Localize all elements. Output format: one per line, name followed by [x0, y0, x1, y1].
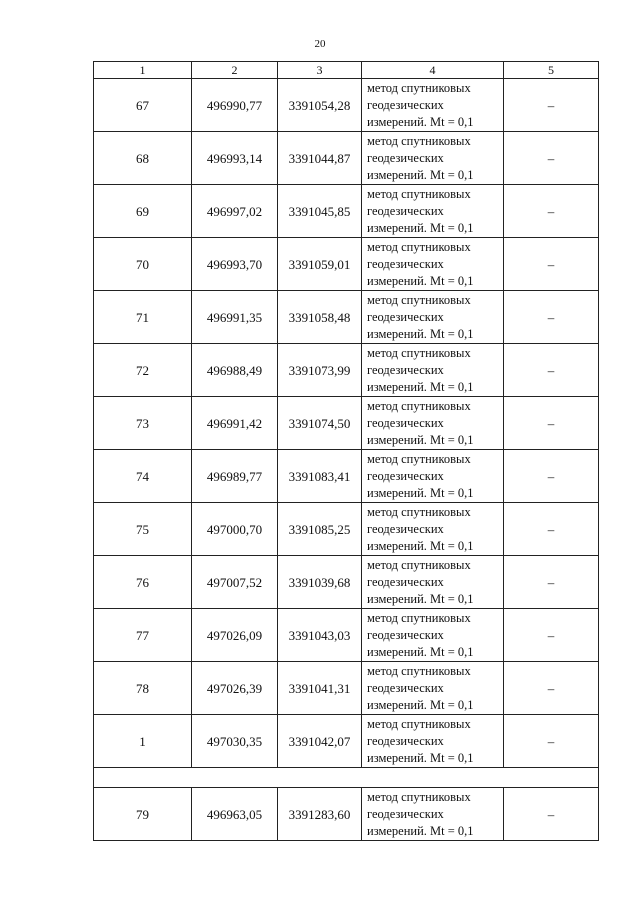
method-line: метод спутниковых [367, 663, 471, 678]
table-row [94, 132, 599, 185]
x-coordinate-cell: 497026,39 [192, 662, 278, 715]
method-line: измерений. Mt = 0,1 [367, 485, 474, 500]
x-coordinate-cell: 496989,77 [192, 450, 278, 503]
method-line: измерений. Mt = 0,1 [367, 326, 474, 341]
accuracy-note-cell: – [504, 397, 599, 450]
point-number-cell: 73 [94, 397, 192, 450]
contour-separator-row [94, 768, 599, 788]
x-coordinate-cell: 496991,35 [192, 291, 278, 344]
point-number-cell: 1 [94, 715, 192, 768]
method-cell [362, 185, 504, 238]
accuracy-note-cell: – [504, 503, 599, 556]
method-line: метод спутниковых [367, 292, 471, 307]
table-row [94, 788, 599, 841]
method-line: геодезических [367, 256, 444, 271]
point-number-cell: 67 [94, 79, 192, 132]
x-coordinate-cell: 496997,02 [192, 185, 278, 238]
point-number-cell: 70 [94, 238, 192, 291]
method-line: геодезических [367, 680, 444, 695]
method-cell [362, 662, 504, 715]
accuracy-note-cell: – [504, 788, 599, 841]
method-line: геодезических [367, 362, 444, 377]
method-line: измерений. Mt = 0,1 [367, 750, 474, 765]
table-row [94, 450, 599, 503]
table-row [94, 79, 599, 132]
y-coordinate-cell: 3391083,41 [278, 450, 362, 503]
method-cell [362, 344, 504, 397]
separator-cell [94, 768, 599, 788]
table-row [94, 397, 599, 450]
method-line: измерений. Mt = 0,1 [367, 379, 474, 394]
column-header-3: 3 [278, 62, 362, 79]
table-row [94, 185, 599, 238]
method-line: геодезических [367, 733, 444, 748]
method-line: измерений. Mt = 0,1 [367, 114, 474, 129]
method-cell [362, 715, 504, 768]
method-line: измерений. Mt = 0,1 [367, 591, 474, 606]
table-row [94, 662, 599, 715]
method-cell [362, 238, 504, 291]
method-line: геодезических [367, 574, 444, 589]
accuracy-note-cell: – [504, 238, 599, 291]
method-line: геодезических [367, 150, 444, 165]
accuracy-note-cell: – [504, 715, 599, 768]
accuracy-note-cell: – [504, 79, 599, 132]
y-coordinate-cell: 3391039,68 [278, 556, 362, 609]
y-coordinate-cell: 3391045,85 [278, 185, 362, 238]
y-coordinate-cell: 3391058,48 [278, 291, 362, 344]
accuracy-note-cell: – [504, 556, 599, 609]
point-number-cell: 72 [94, 344, 192, 397]
coordinates-table [93, 61, 599, 841]
y-coordinate-cell: 3391054,28 [278, 79, 362, 132]
method-line: измерений. Mt = 0,1 [367, 167, 474, 182]
method-line: метод спутниковых [367, 504, 471, 519]
y-coordinate-cell: 3391059,01 [278, 238, 362, 291]
y-coordinate-cell: 3391042,07 [278, 715, 362, 768]
column-header-2: 2 [192, 62, 278, 79]
point-number-cell: 78 [94, 662, 192, 715]
x-coordinate-cell: 496988,49 [192, 344, 278, 397]
method-line: геодезических [367, 806, 444, 821]
method-line: геодезических [367, 468, 444, 483]
method-line: измерений. Mt = 0,1 [367, 538, 474, 553]
method-line: метод спутниковых [367, 80, 471, 95]
method-line: метод спутниковых [367, 239, 471, 254]
y-coordinate-cell: 3391073,99 [278, 344, 362, 397]
table-row [94, 344, 599, 397]
method-line: метод спутниковых [367, 789, 471, 804]
method-line: метод спутниковых [367, 345, 471, 360]
point-number-cell: 75 [94, 503, 192, 556]
x-coordinate-cell: 496991,42 [192, 397, 278, 450]
method-cell [362, 291, 504, 344]
accuracy-note-cell: – [504, 344, 599, 397]
method-cell [362, 609, 504, 662]
x-coordinate-cell: 496990,77 [192, 79, 278, 132]
accuracy-note-cell: – [504, 291, 599, 344]
column-header-4: 4 [362, 62, 504, 79]
method-line: геодезических [367, 309, 444, 324]
table-row [94, 291, 599, 344]
method-cell [362, 450, 504, 503]
page-number: 20 [314, 38, 326, 50]
accuracy-note-cell: – [504, 662, 599, 715]
table-row [94, 503, 599, 556]
method-line: измерений. Mt = 0,1 [367, 697, 474, 712]
method-line: метод спутниковых [367, 398, 471, 413]
column-header-5: 5 [504, 62, 599, 79]
point-number-cell: 74 [94, 450, 192, 503]
column-header-1: 1 [94, 62, 192, 79]
method-line: измерений. Mt = 0,1 [367, 432, 474, 447]
method-line: геодезических [367, 415, 444, 430]
x-coordinate-cell: 496993,70 [192, 238, 278, 291]
method-line: метод спутниковых [367, 451, 471, 466]
y-coordinate-cell: 3391044,87 [278, 132, 362, 185]
method-line: измерений. Mt = 0,1 [367, 220, 474, 235]
point-number-cell: 68 [94, 132, 192, 185]
table-row [94, 238, 599, 291]
method-line: метод спутниковых [367, 557, 471, 572]
accuracy-note-cell: – [504, 185, 599, 238]
method-cell [362, 79, 504, 132]
accuracy-note-cell: – [504, 609, 599, 662]
x-coordinate-cell: 497007,52 [192, 556, 278, 609]
y-coordinate-cell: 3391283,60 [278, 788, 362, 841]
point-number-cell: 76 [94, 556, 192, 609]
method-cell [362, 397, 504, 450]
y-coordinate-cell: 3391043,03 [278, 609, 362, 662]
method-line: геодезических [367, 627, 444, 642]
method-line: метод спутниковых [367, 133, 471, 148]
table-row [94, 715, 599, 768]
method-line: измерений. Mt = 0,1 [367, 823, 474, 838]
y-coordinate-cell: 3391085,25 [278, 503, 362, 556]
method-cell [362, 788, 504, 841]
y-coordinate-cell: 3391074,50 [278, 397, 362, 450]
x-coordinate-cell: 497000,70 [192, 503, 278, 556]
accuracy-note-cell: – [504, 450, 599, 503]
x-coordinate-cell: 496993,14 [192, 132, 278, 185]
method-line: метод спутниковых [367, 716, 471, 731]
point-number-cell: 69 [94, 185, 192, 238]
method-cell [362, 132, 504, 185]
method-line: измерений. Mt = 0,1 [367, 644, 474, 659]
point-number-cell: 77 [94, 609, 192, 662]
method-line: метод спутниковых [367, 186, 471, 201]
method-line: геодезических [367, 97, 444, 112]
accuracy-note-cell: – [504, 132, 599, 185]
table-row [94, 556, 599, 609]
y-coordinate-cell: 3391041,31 [278, 662, 362, 715]
method-cell [362, 556, 504, 609]
point-number-cell: 79 [94, 788, 192, 841]
x-coordinate-cell: 497026,09 [192, 609, 278, 662]
table-body [94, 62, 599, 841]
table-row [94, 609, 599, 662]
table-header-row [94, 62, 599, 79]
method-line: измерений. Mt = 0,1 [367, 273, 474, 288]
point-number-cell: 71 [94, 291, 192, 344]
method-cell [362, 503, 504, 556]
x-coordinate-cell: 496963,05 [192, 788, 278, 841]
x-coordinate-cell: 497030,35 [192, 715, 278, 768]
method-line: геодезических [367, 521, 444, 536]
method-line: геодезических [367, 203, 444, 218]
method-line: метод спутниковых [367, 610, 471, 625]
